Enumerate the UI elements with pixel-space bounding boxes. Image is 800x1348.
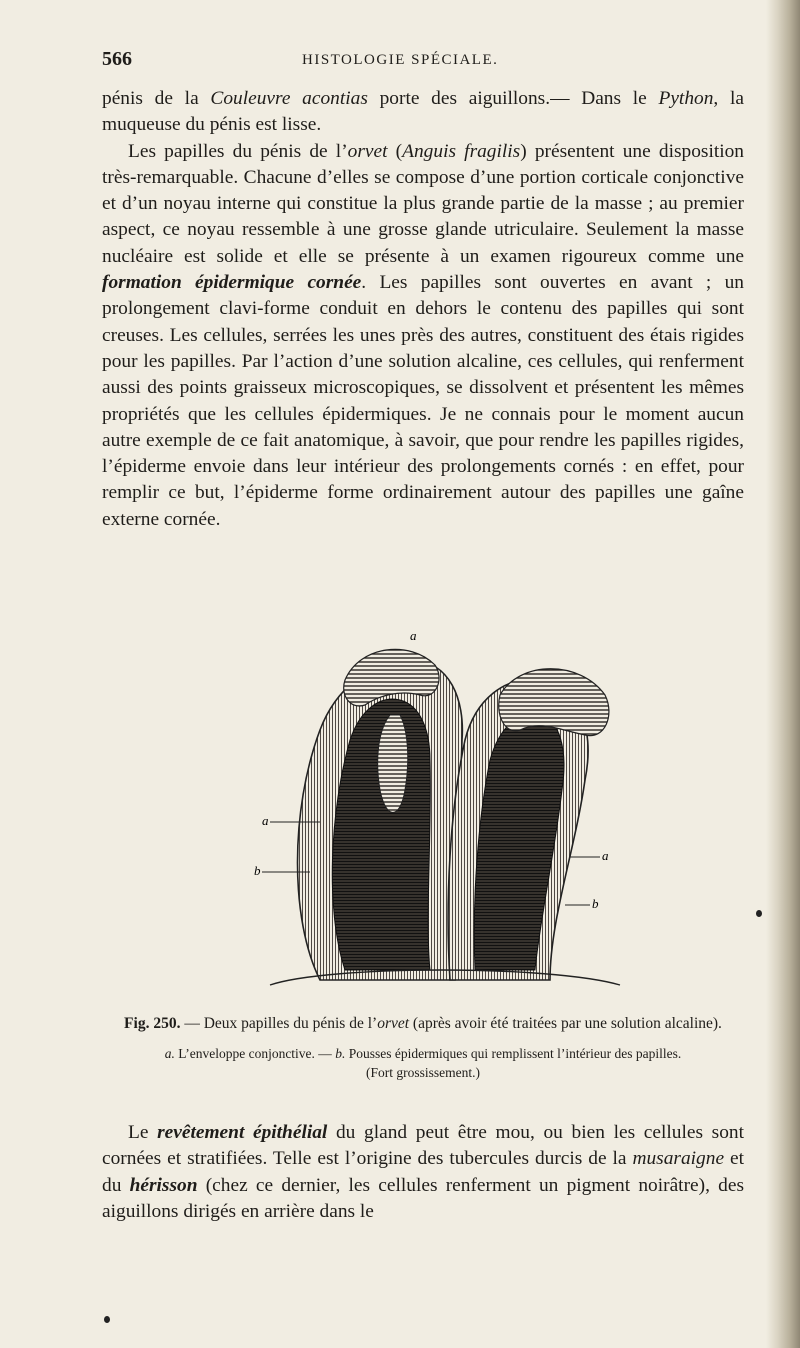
ink-speck	[756, 910, 762, 917]
text-block-top	[102, 86, 744, 533]
label-a-top: a	[410, 628, 417, 643]
label-a-left: a	[262, 813, 269, 828]
label-b-left: b	[254, 863, 261, 878]
figure-caption	[102, 1014, 744, 1082]
figure-papillae-engraving	[250, 620, 630, 1000]
label-a-right: a	[602, 848, 609, 863]
paragraph-1: pénis de la Couleuvre acontias porte des aiguillons.— Dans le Python, la muqueuse du pénis est lisse.	[102, 88, 744, 136]
page-header	[102, 48, 742, 78]
paragraph-3: Le revêtement épithélial du gland peut être mou, ou bien les cellules sont cornées et stratifiées. Telle est l’origine des tubercules durcis de la musaraigne et du hérisson (chez ce dernier, les cellules renferment un pigment noirâtre), des aiguillons dirigés en arrière dans le	[102, 1122, 745, 1222]
paragraph-2: Les papilles du pénis de l’orvet (Anguis fragilis) présentent une disposition très-remarquable. Chacune d’elles se compose d’une portion corticale conjonctive et d’un noyau interne qui constitue la plus grande partie de la masse ; au premier aspect, ce noyau ressemble à une grosse glande utriculaire. Seulement la masse nucléaire est solide et elle se présente à un examen rigoureux comme une formation épidermique cornée. Les papilles sont ouvertes en avant ; un prolongement clavi-forme conduit en dehors le contenu des papilles qui sont creuses. Les cellules, serrées les unes près des autres, constituent des étais rigides pour les papilles. Par l’action d’une solution alcaline, ces cellules, qui renferment aussi des points graisseux microscopiques, se dissolvent et présentent les mêmes propriétés que les cellules épidermiques. Je ne connais pour le moment aucun autre exemple de ce fait anatomique, à savoir, que pour rendre les papilles rigides, l’épiderme envoie dans leur intérieur des prolongements cornés : en effet, pour remplir ce but, l’épiderme forme ordinairement autour des papilles une gaîne externe cornée.	[102, 140, 744, 530]
caption-legend: a. L’enveloppe conjonctive. — b. Pousses épidermiques qui remplissent l’intérieur des papilles. (Fort grossissement.)	[164, 1046, 682, 1080]
page-edge-shadow	[766, 0, 800, 1348]
text-block-bottom	[102, 1120, 744, 1225]
caption-title: Fig. 250. — Deux papilles du pénis de l’orvet (après avoir été traitées par une solution alcaline).	[124, 1015, 722, 1032]
ink-speck	[104, 1316, 110, 1323]
left-papilla-lumen	[378, 715, 408, 813]
label-b-right: b	[592, 896, 599, 911]
running-head: HISTOLOGIE SPÉCIALE.	[302, 52, 499, 68]
right-papilla-apex	[499, 669, 609, 736]
page-number: 566	[102, 48, 132, 70]
